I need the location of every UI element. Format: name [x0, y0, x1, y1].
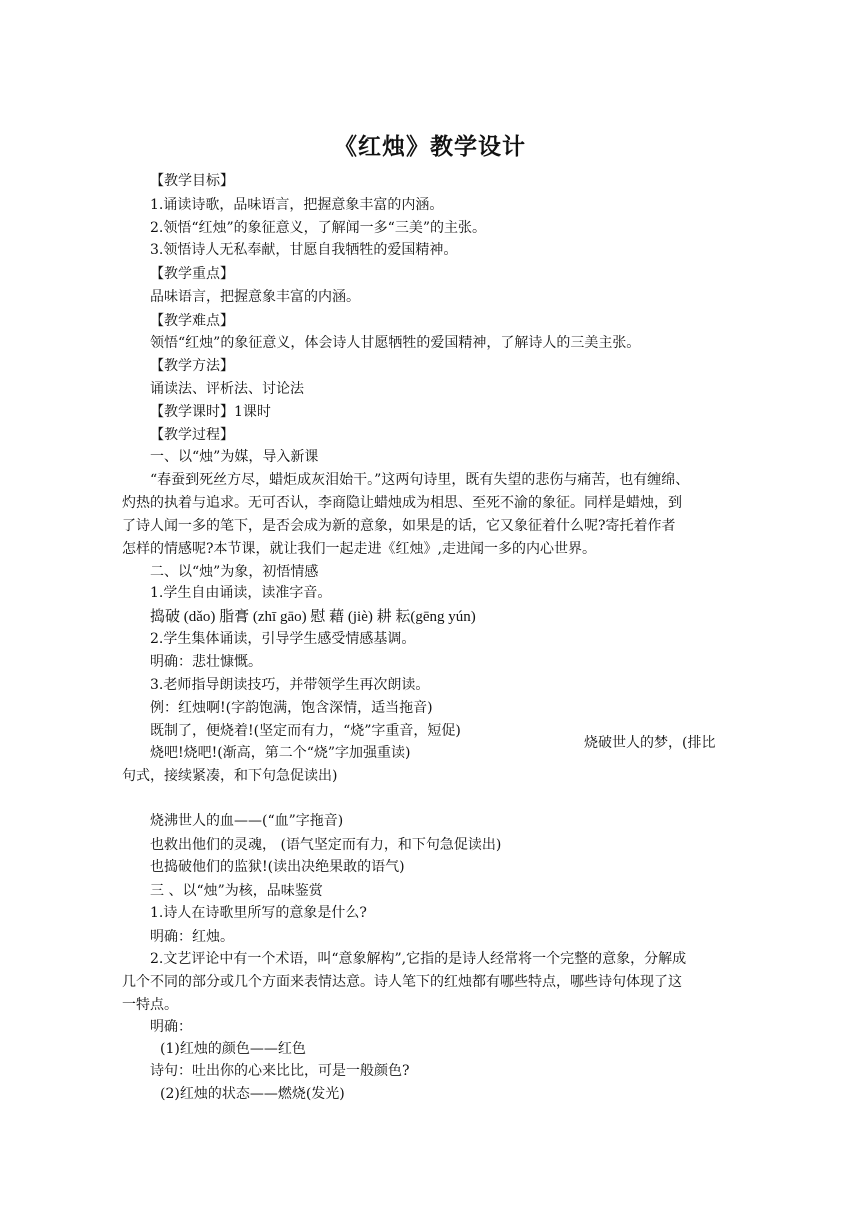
text-line: 明确：红烛。	[150, 929, 234, 945]
text-line: 也捣破他们的监狱!(读出决绝果敢的语气)	[150, 859, 405, 875]
text-line: 【教学重点】	[150, 266, 234, 282]
text-line: 明确：悲壮慷慨。	[150, 654, 262, 670]
text-line: 烧沸世人的血——(“血”字拖音)	[150, 813, 344, 829]
text-line: 也救出他们的灵魂， (语气坚定而有力，和下句急促读出)	[150, 837, 502, 853]
text-line: 诗句：吐出你的心来比比，可是一般颜色?	[150, 1063, 410, 1079]
text-line: 1.诗人在诗歌里所写的意象是什么?	[150, 905, 367, 921]
text-line: 【教学难点】	[150, 313, 234, 329]
text-line: 2.领悟“红烛”的象征意义，了解闻一多“三美”的主张。	[150, 220, 486, 236]
text-line: 一特点。	[122, 997, 178, 1013]
text-line: 三 、以“烛”为核，品味鉴赏	[150, 883, 323, 899]
text-line: 捣破 (dǎo) 脂膏 (zhī gāo) 慰 藉 (jiè) 耕 耘(gēng yún)	[150, 609, 476, 625]
text-line: (1)红烛的颜色——红色	[160, 1041, 306, 1057]
text-line: 灼热的执着与追求。无可否认，李商隐让蜡烛成为相思、至死不渝的象征。同样是蜡烛，到	[122, 495, 682, 511]
text-line: 诵读法、评析法、讨论法	[150, 381, 304, 397]
text-line: 了诗人闻一多的笔下，是否会成为新的意象，如果是的话，它又象征着什么呢?寄托着作者	[122, 518, 676, 534]
text-line: 烧吧!烧吧!(渐高，第二个“烧”字加强重读)	[150, 745, 411, 761]
text-line: 二、以“烛”为象，初悟情感	[150, 564, 319, 580]
text-line: 【教学过程】	[150, 427, 234, 443]
text-line: 3.老师指导朗读技巧，并带领学生再次朗读。	[150, 677, 430, 693]
text-line: 【教学方法】	[150, 358, 234, 374]
text-line: 例：红烛啊!(字韵饱满，饱含深情，适当拖音)	[150, 700, 433, 716]
text-line: 1.学生自由诵读，读准字音。	[150, 585, 332, 601]
text-line: 明确：	[150, 1019, 192, 1035]
text-line: “春蚕到死丝方尽，蜡炬成灰泪始干。”这两句诗里，既有失望的悲伤与痛苦，也有缠绵、	[150, 472, 690, 488]
text-line: 【教学目标】	[150, 173, 234, 189]
text-line: 既制了，便烧着!(坚定而有力，“烧”字重音，短促)	[150, 723, 461, 739]
text-line: 句式，接续紧凑，和下句急促读出)	[122, 768, 338, 784]
text-line: 2.文艺评论中有一个术语，叫“意象解构”,它指的是诗人经常将一个完整的意象，分解成	[150, 951, 687, 967]
text-line: 3.领悟诗人无私奉献，甘愿自我牺牲的爱国精神。	[150, 242, 458, 258]
text-line: 【教学课时】1课时	[150, 404, 271, 420]
text-line: 怎样的情感呢?本节课，就让我们一起走进《红烛》,走进闻一多的内心世界。	[122, 541, 596, 557]
floating-text: 烧破世人的梦，(排比	[584, 735, 716, 751]
text-line: (2)红烛的状态——燃烧(发光)	[160, 1086, 345, 1102]
text-line: 几个不同的部分或几个方面来表情达意。诗人笔下的红烛都有哪些特点，哪些诗句体现了这	[122, 974, 682, 990]
text-line: 品味语言，把握意象丰富的内涵。	[150, 289, 360, 305]
text-line: 一、以“烛”为媒，导入新课	[150, 449, 319, 465]
text-line: 领悟“红烛”的象征意义，体会诗人甘愿牺牲的爱国精神，了解诗人的三美主张。	[150, 335, 641, 351]
text-line: 1.诵读诗歌，品味语言，把握意象丰富的内涵。	[150, 197, 444, 213]
document-title: 《红烛》教学设计	[334, 134, 526, 160]
text-line: 2.学生集体诵读，引导学生感受情感基调。	[150, 631, 416, 647]
